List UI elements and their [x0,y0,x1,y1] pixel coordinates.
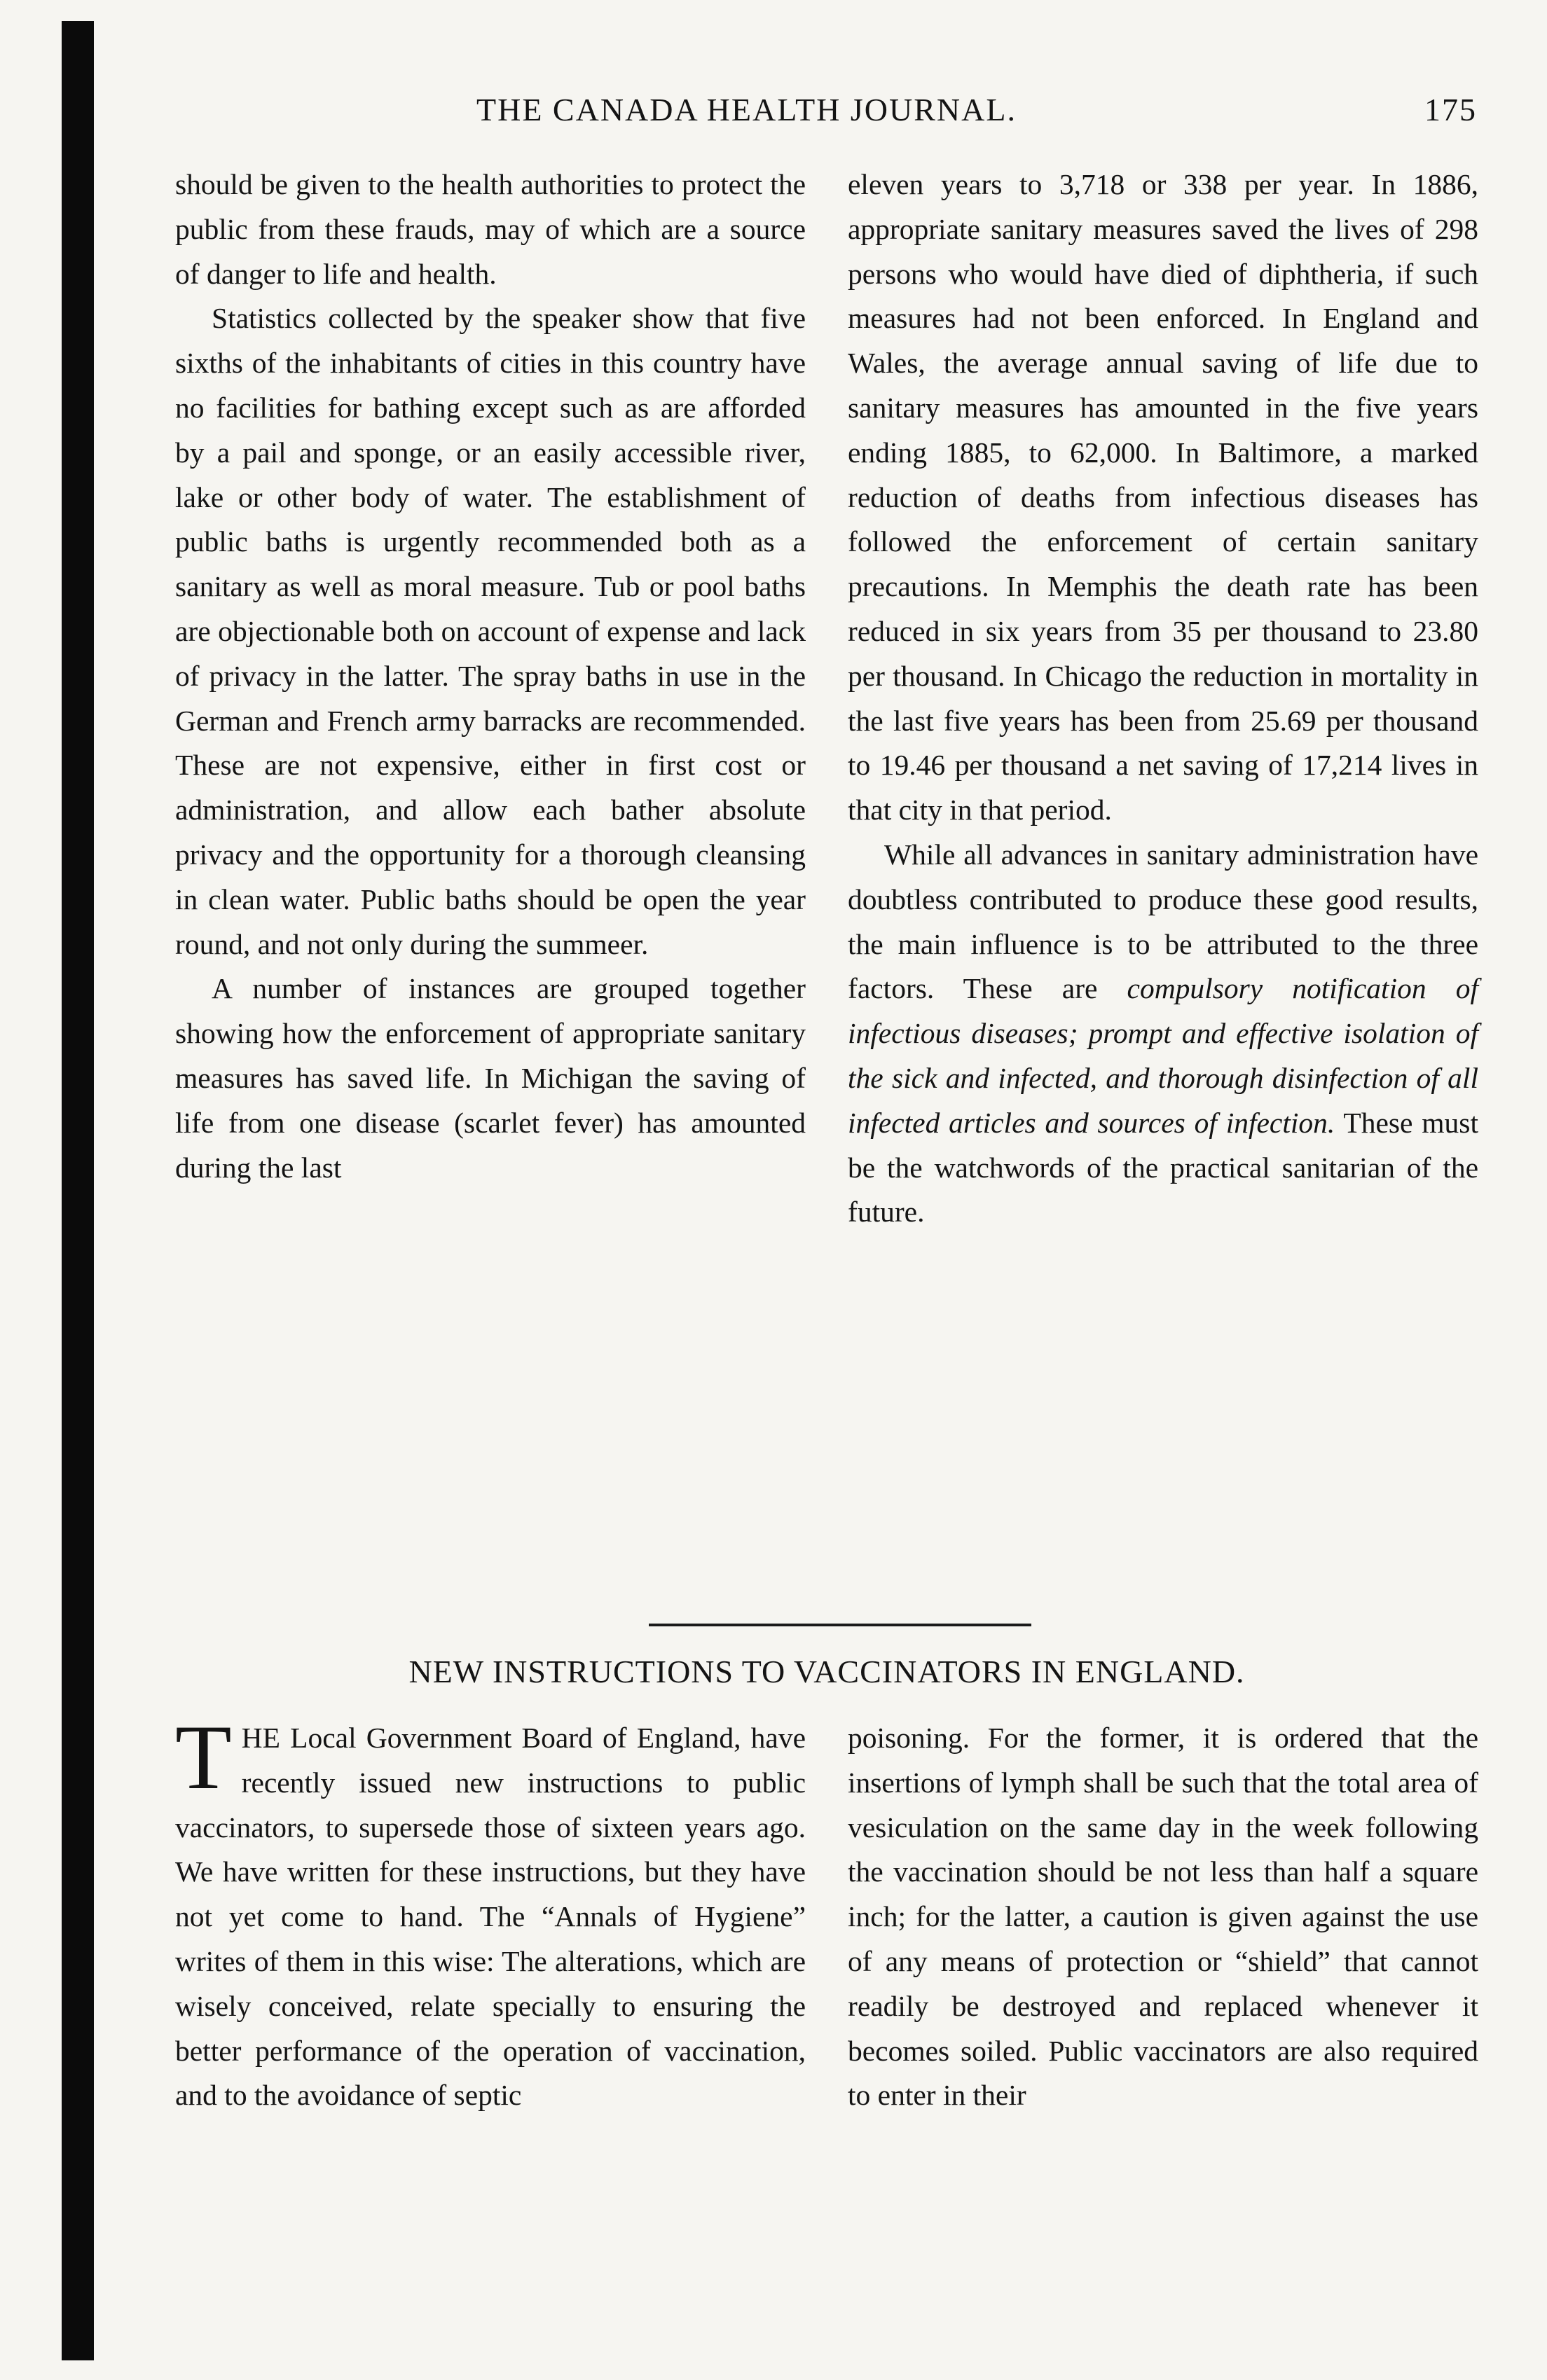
article-1-right-column [848,162,1478,1235]
paragraph [175,1706,806,2118]
journal-title: THE CANADA HEALTH JOURNAL. [476,92,1017,127]
paragraph: should be given to the health authorities to protect the public from these frauds, may of which are a source of danger to life and health. [175,168,806,290]
paragraph-tail: These must be the watchwords of the practical sanitarian of the future. [848,1106,1478,1229]
paragraph: eleven years to 3,718 or 338 per year. In 1886, appropriate sanitary measures saved the lives of 298 persons who would have died of diphtheria, if such measures had not been enforced. In England and Wales, the average annual saving of life due to sanitary measures has amounted in the five years ending 1885, to 62,000. In Baltimore, a marked reduction of deaths from infectious diseases has followed the enforcement of certain sanitary precautions. In Memphis the death rate has been reduced in six years from 35 per thousand to 23.80 per thousand. In Chicago the reduction in mortality in the last five years has been from 25.69 per thousand to 19.46 per thousand a net saving of 17,214 lives in that city in that period. [848,168,1478,826]
paragraph: Statistics collected by the speaker show that five sixths of the inhabitants of cities in this country have no facilities for bathing except such as are afforded by a pail and sponge, or an easily accessible river, lake or other body of water. The establishment of public baths is urgently recommended both as a sanitary as well as moral measure. Tub or pool baths are objectionable both on account of expense and lack of privacy in the latter. The spray baths in use in the German and French army barracks are recommended. These are not expensive, either in first cost or administration, and allow each bather absolute privacy and the opportunity for a thorough cleansing in clean water. Public baths should be open the year round, and not only during the summeer. [175,302,806,960]
paragraph-lead: While all advances in sanitary administration have doubtless contributed to produce these good results, the main influence is to be attributed to the three factors. These are [848,838,1478,1005]
paragraph [848,833,1478,1235]
paragraph: poisoning. For the former, it is ordered that the insertions of lymph shall be such that the total area of vesiculation on the same day in the week following the vaccination should be not less than half a square inch; for the latter, a caution is given against the use of any means of protection or “shield” that cannot readily be destroyed and replaced whenever it becomes soiled. Public vaccinators are also required to enter in their [848,1722,1478,2112]
article-1-left-column [175,162,806,1190]
page-binding-edge [62,21,94,2360]
drop-cap: T [175,1706,232,1808]
page-number: 175 [1424,92,1477,127]
section-heading: NEW INSTRUCTIONS TO VACCINATORS IN ENGLAND. [408,1654,1245,1689]
paragraph: A number of instances are grouped together showing how the enforcement of appropriate sanitary measures has saved life. In Michigan the saving of life from one disease (scarlet fever) has amounted during the last [175,972,806,1184]
article-2-left-column [175,1706,806,2118]
italic-emphasis: compulsory notification of infectious diseases; prompt and effective isolation of the sick and infected, and thorough disinfection of all infected articles and sources of infection. [848,972,1478,1139]
running-head [476,91,1477,133]
article-2-right-column [848,1716,1478,2118]
section-divider [649,1624,1031,1626]
paragraph-body: HE Local Government Board of England, have recently issued new instructions to public vaccinators, to supersede those of sixteen years ago. We have written for these instructions, but they have not yet come to hand. The “Annals of Hygiene” writes of them in this wise: The alterations, which are wisely conceived, relate specially to ensuring the better performance of the operation of vaccination, and to the avoidance of septic [175,1722,806,2112]
